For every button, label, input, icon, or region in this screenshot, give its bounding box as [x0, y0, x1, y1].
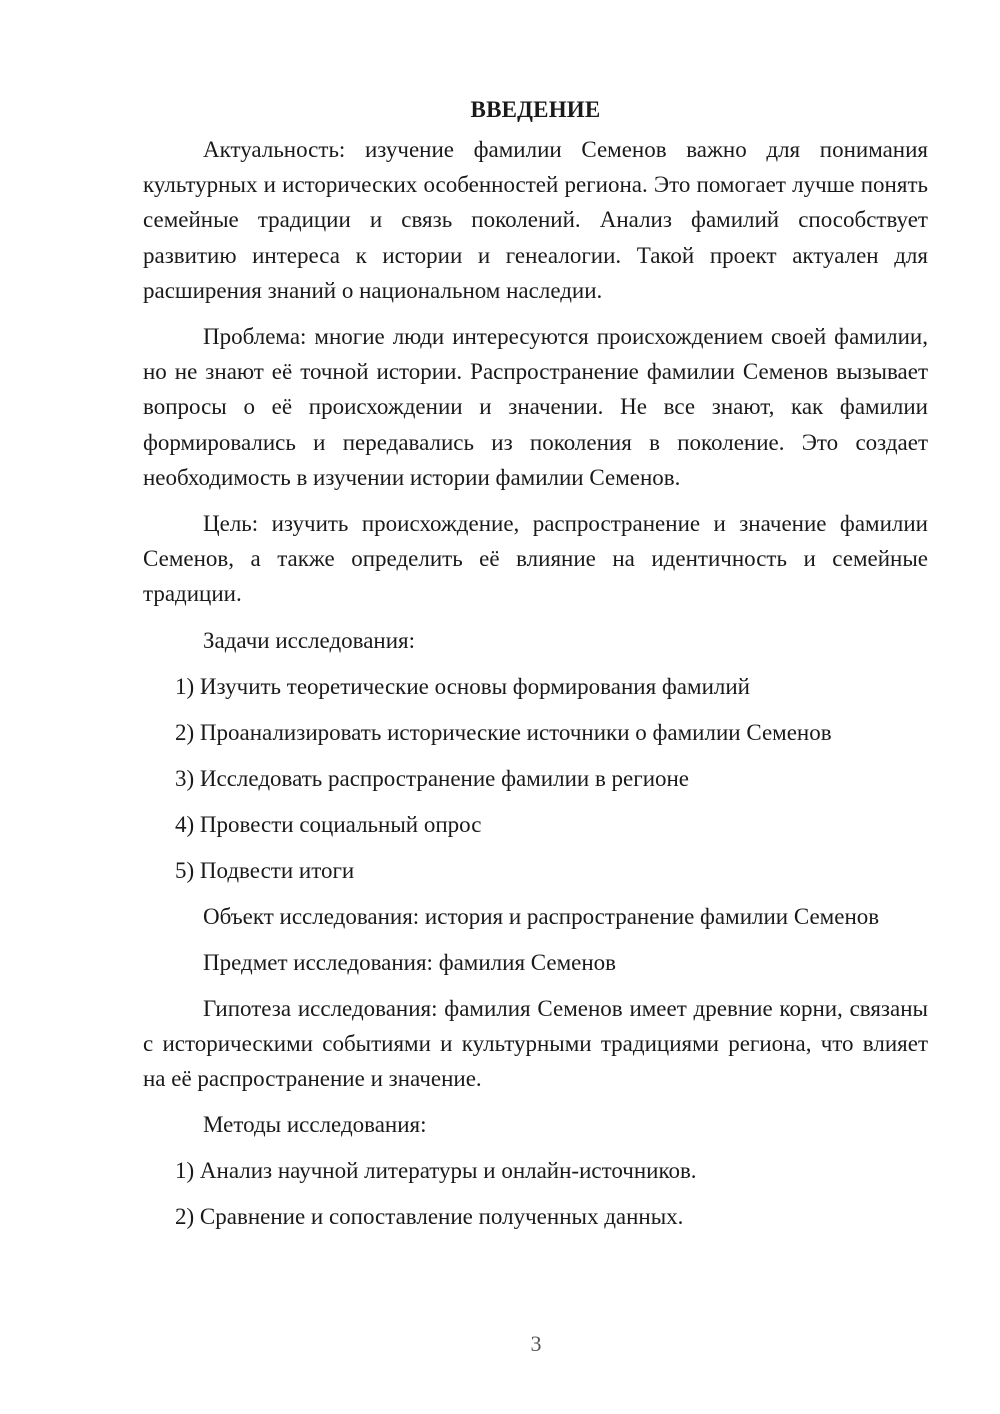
list-item: 1) Анализ научной литературы и онлайн-источников. — [175, 1158, 697, 1184]
list-item: 2) Сравнение и сопоставление полученных данных. — [175, 1204, 684, 1230]
document-page — [143, 92, 928, 1245]
tasks-heading: Задачи исследования: — [203, 627, 416, 653]
methods-list — [143, 1153, 928, 1234]
problem-paragraph: Проблема: многие люди интересуются происхождением своей фамилии, но не знают её точной истории. Распространение фамилии Семенов вызывает вопросы о её происхождении и значении. Не все знают, как фамилии формировались и передавались из поколения в поколение. Это создает необходимость в изучении истории фамилии Семенов. — [143, 324, 928, 490]
relevance-paragraph: Актуальность: изучение фамилии Семенов важно для понимания культурных и исторических особенностей региона. Это помогает лучше понять семейные традиции и связь поколений. Анализ фамилий способствует развитию интереса к истории и генеалогии. Такой проект актуален для расширения знаний о национальном наследии. — [143, 137, 928, 303]
goal-paragraph: Цель: изучить происхождение, распространение и значение фамилии Семенов, а также определить её влияние на идентичность и семейные традиции. — [143, 511, 928, 607]
tasks-list — [143, 669, 928, 888]
list-item: 3) Исследовать распространение фамилии в регионе — [175, 765, 690, 791]
section-title: ВВЕДЕНИЕ — [470, 97, 601, 122]
hypothesis-paragraph: Гипотеза исследования: фамилия Семенов имеет древние корни, связаны с историческими событиями и культурными традициями региона, что влияет на её распространение и значение. — [143, 995, 928, 1092]
subject-paragraph: Предмет исследования: фамилия Семенов — [203, 949, 617, 975]
list-item: 5) Подвести итоги — [175, 857, 355, 883]
methods-heading: Методы исследования: — [203, 1112, 427, 1138]
page-number: 3 — [530, 1331, 542, 1356]
object-paragraph: Объект исследования: история и распространение фамилии Семенов — [203, 903, 880, 929]
list-item: 2) Проанализировать исторические источники о фамилии Семенов — [175, 719, 832, 745]
list-item: 1) Изучить теоретические основы формирования фамилий — [175, 673, 750, 699]
list-item: 4) Провести социальный опрос — [175, 811, 482, 837]
